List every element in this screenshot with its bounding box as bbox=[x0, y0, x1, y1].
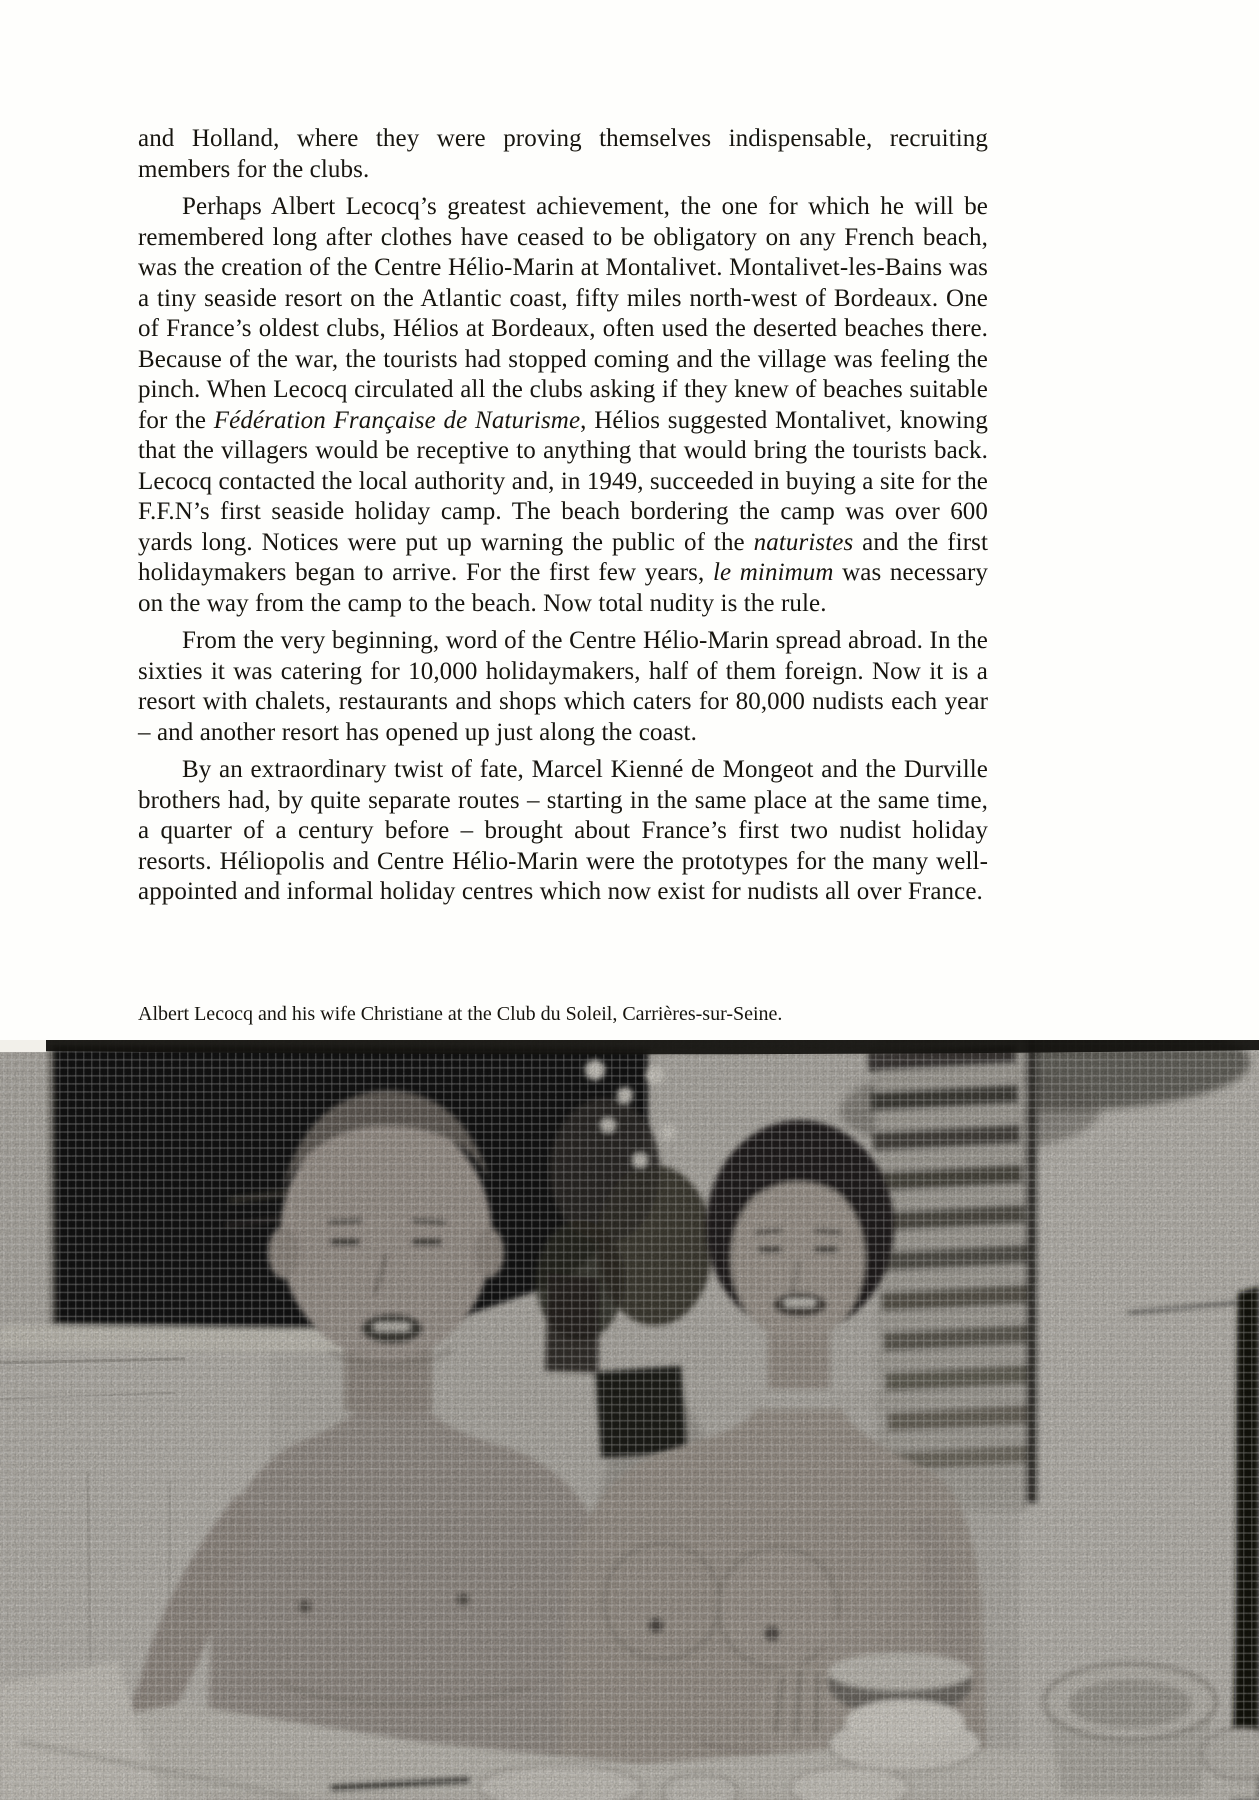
photo-caption: Albert Lecocq and his wife Christiane at the Club du Soleil, Carrières-sur-Seine. bbox=[138, 1003, 783, 1025]
text-run: Perhaps Albert Lecocq’s greatest achievement, the one for which he will be remembered long after clothes have ceased to be obligatory on any French beach, was the creation of the Centre Hélio-Marin at Montalivet. Montalivet-les-Bains was a tiny seaside resort on the Atlantic coast, fifty miles north-west of Bordeaux. One of France’s oldest clubs, Hélios at Bordeaux, often used the deserted beaches there. Because of the war, the tourists had stopped coming and the village was feeling the pinch. When Lecocq circulated all the clubs asking if they knew of beaches suitable for the bbox=[138, 193, 988, 434]
body-text bbox=[138, 124, 988, 915]
text-run: and Holland, where they were proving themselves indispensable, recruiting members for the clubs. bbox=[138, 125, 988, 183]
photo-illustration bbox=[0, 1040, 1259, 1800]
text-run: , Hélios suggested Montalivet, knowing that the villagers would be receptive to anything that would bring the tourists back. Lecocq contacted the local authority and, in 1949, succeeded in buying a site for the F.F.N’s first seaside holiday camp. The beach bordering the camp was over 600 yards long. Notices were put up warning the public of the bbox=[138, 406, 988, 556]
photo-texture bbox=[0, 1040, 1259, 1800]
photo bbox=[0, 1040, 1259, 1800]
italic-text-run: le minimum bbox=[712, 559, 834, 586]
paragraph bbox=[138, 626, 988, 748]
italic-text-run: Fédération Française de Naturisme bbox=[213, 406, 581, 434]
text-run: was necessary on the way from the camp to the beach. Now total nudity is the rule. bbox=[138, 559, 988, 617]
text-run: From the very beginning, word of the Centre Hélio-Marin spread abroad. In the sixties it was catering for 10,000 holidaymakers, half of them foreign. Now it is a resort with chalets, restaurants and shops which caters for 80,000 nudists each year – and another resort has opened up just along the coast. bbox=[138, 627, 988, 746]
text-run: By an extraordinary twist of fate, Marcel Kienné de Mongeot and the Durville brothers had, by quite separate routes – starting in the same place at the same time, a quarter of a century before – brought about France’s first two nudist holiday resorts. Héliopolis and Centre Hélio-Marin were the prototypes for the many well-appointed and informal holiday centres which now exist for nudists all over France. bbox=[138, 756, 988, 905]
paragraph bbox=[138, 755, 988, 908]
italic-text-run: naturistes bbox=[753, 528, 854, 556]
text-run: and the first holidaymakers began to arrive. For the first few years, bbox=[138, 528, 988, 586]
paragraph bbox=[138, 124, 988, 185]
paragraph bbox=[138, 192, 988, 619]
